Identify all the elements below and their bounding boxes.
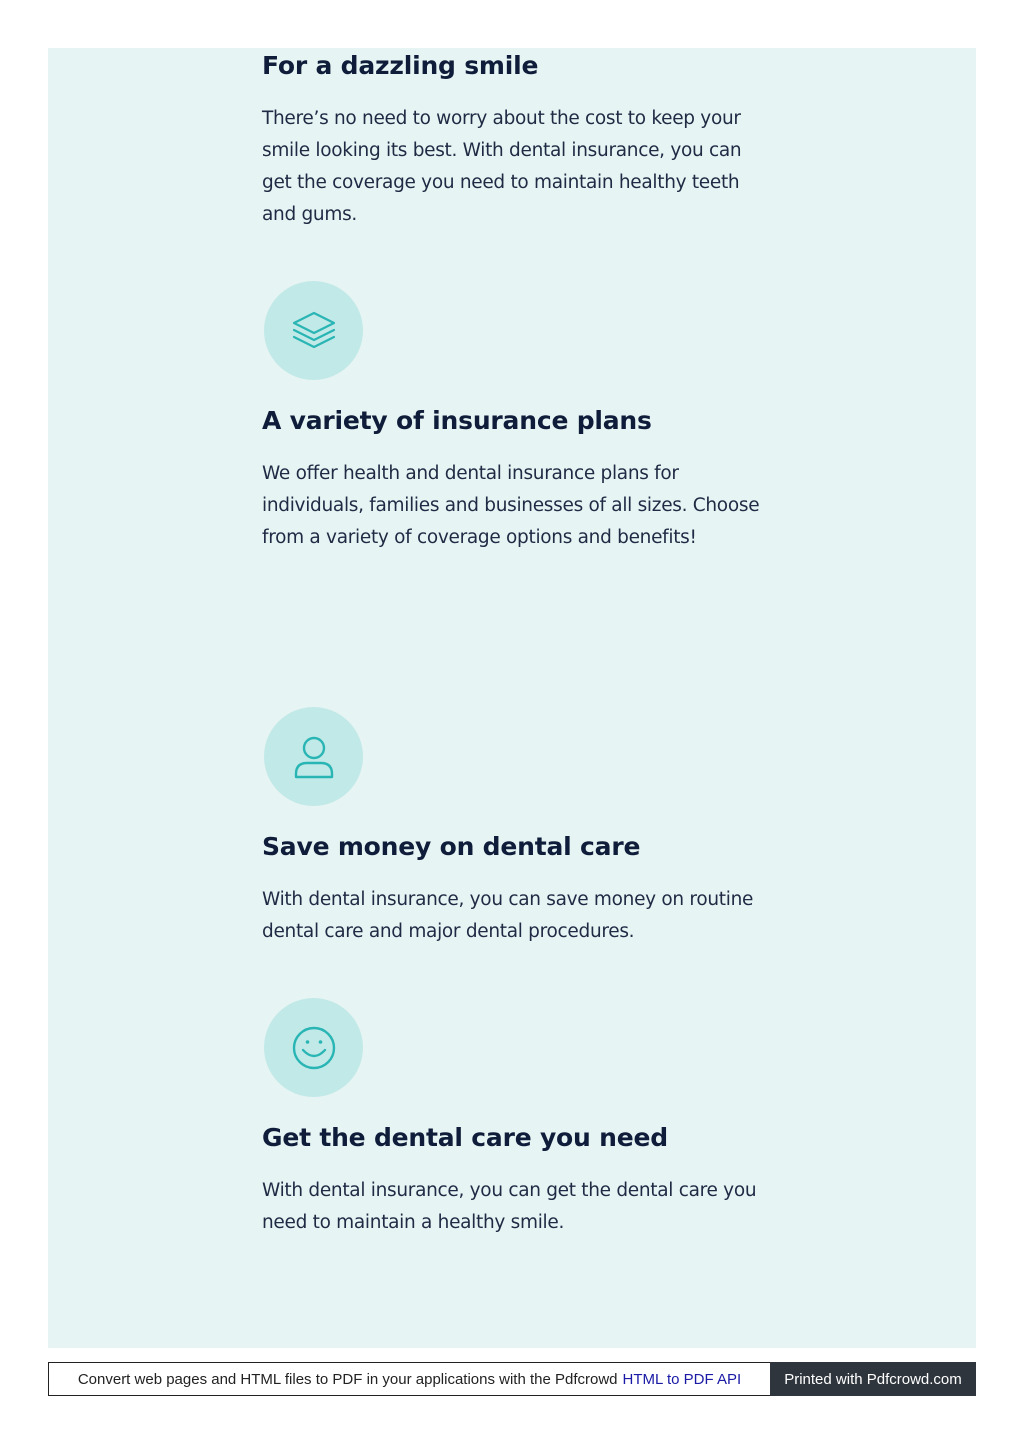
feature-dazzling-smile — [262, 50, 762, 231]
feature-description: There’s no need to worry about the cost to keep your smile looking its best. With dental insurance, you can get the coverage you need to maintain healthy teeth and gums. — [262, 108, 742, 225]
footer-text: Convert web pages and HTML files to PDF in your applications with the Pdfcrowd — [77, 1370, 618, 1388]
html-to-pdf-link[interactable]: HTML to PDF API — [622, 1370, 742, 1388]
feature-title: Save money on dental care — [262, 832, 641, 861]
footer-banner — [48, 1362, 770, 1396]
feature-title: A variety of insurance plans — [262, 406, 652, 435]
feature-description: We offer health and dental insurance plans for individuals, families and businesses of all sizes. Choose from a variety of coverage options and benefits! — [262, 463, 760, 548]
user-icon — [264, 707, 363, 806]
feature-save-money — [262, 831, 762, 948]
feature-description: With dental insurance, you can save money on routine dental care and major dental procedures. — [262, 889, 754, 942]
pdf-footer — [48, 1362, 976, 1396]
printed-with-badge[interactable]: Printed with Pdfcrowd.com — [770, 1362, 976, 1396]
feature-dental-care — [262, 1122, 762, 1239]
layers-icon — [264, 281, 363, 380]
feature-title: Get the dental care you need — [262, 1123, 668, 1152]
smile-icon — [264, 998, 363, 1097]
feature-description: With dental insurance, you can get the dental care you need to maintain a healthy smile. — [262, 1180, 757, 1233]
feature-title: For a dazzling smile — [262, 51, 539, 80]
feature-insurance-plans — [262, 405, 762, 554]
